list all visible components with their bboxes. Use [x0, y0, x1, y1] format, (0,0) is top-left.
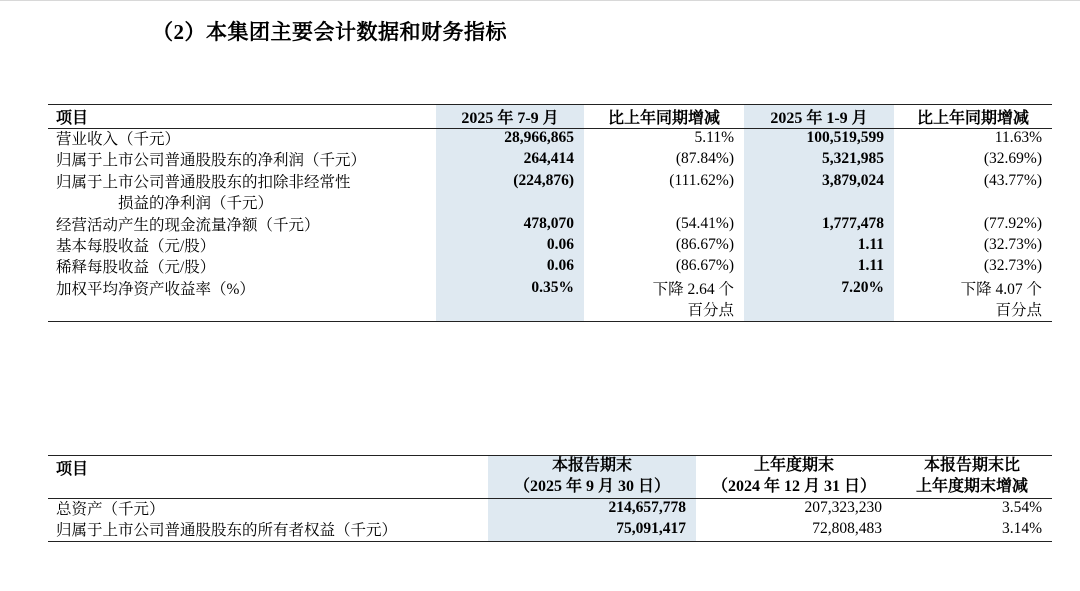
- row-ytd-value: 3,879,024: [744, 172, 894, 215]
- header-period-end: [488, 456, 696, 499]
- row-q3-yoy: (86.67%): [675, 235, 734, 253]
- row-ytd-yoy-line1: 下降 4.07 个: [960, 280, 1042, 298]
- header-q3-2025: 2025 年 7-9 月: [436, 105, 584, 129]
- row-label: 总资产（千元）: [56, 500, 165, 518]
- row-ytd-yoy: (32.73%): [983, 257, 1042, 275]
- table-row: [48, 520, 1052, 542]
- row-q3-value: 478,070: [436, 215, 584, 236]
- row-q3-yoy-line2: 百分点: [687, 302, 734, 319]
- row-ytd-yoy: [894, 279, 1052, 322]
- row-q3-yoy: [584, 279, 744, 322]
- header-period-end-line2: （2025 年 9 月 30 日）: [513, 477, 670, 495]
- balance-sheet-table: [48, 455, 1052, 542]
- table-row: [48, 215, 1052, 236]
- quarterly-financial-table: [48, 104, 1052, 322]
- row-q3-yoy: (111.62%): [669, 171, 734, 189]
- row-q3-value: 0.35%: [436, 279, 584, 322]
- row-ytd-yoy: (32.73%): [983, 235, 1042, 253]
- row-label-line1: 归属于上市公司普通股股东的扣除非经常性: [56, 173, 351, 191]
- header-ytd-yoy: 比上年同期增减: [894, 105, 1052, 129]
- header-change: [892, 456, 1052, 499]
- row-q3-yoy: (86.67%): [675, 257, 734, 275]
- table-row: [48, 236, 1052, 257]
- row-q3-yoy: 5.11%: [694, 129, 734, 146]
- row-ytd-value: 7.20%: [744, 279, 894, 322]
- table-row: [48, 279, 1052, 322]
- row-ytd-yoy-line2: 百分点: [995, 302, 1042, 319]
- row-label-line2: 损益的净利润（千元）: [118, 195, 274, 213]
- row-q3-value: 264,414: [436, 150, 584, 171]
- table-row: [48, 150, 1052, 171]
- row-ytd-value: 1.11: [744, 257, 894, 278]
- row-ytd-yoy: 11.63%: [994, 129, 1042, 146]
- table-header-row: [48, 105, 1052, 129]
- row-prior-year-end-value: 72,808,483: [696, 520, 892, 542]
- row-change-value: 3.54%: [1001, 498, 1042, 516]
- row-q3-value: 28,966,865: [436, 129, 584, 151]
- header-prior-year-end: [696, 456, 892, 499]
- row-label: 归属于上市公司普通股股东的净利润（千元）: [56, 152, 367, 170]
- row-label: 基本每股收益（元/股）: [56, 237, 216, 255]
- row-ytd-yoy: (77.92%): [983, 214, 1042, 232]
- header-period-end-line1: 本报告期末: [551, 457, 632, 474]
- row-label: [48, 172, 436, 215]
- row-label: 营业收入（千元）: [56, 131, 181, 148]
- header-q3-yoy: 比上年同期增减: [584, 105, 744, 129]
- row-label: 归属于上市公司普通股股东的所有者权益（千元）: [48, 520, 488, 542]
- row-ytd-value: 1.11: [744, 236, 894, 257]
- row-q3-yoy-line1: 下降 2.64 个: [652, 280, 734, 298]
- table-row: [48, 498, 1052, 520]
- row-label: 加权平均净资产收益率（%）: [48, 279, 436, 322]
- row-label: 稀释每股收益（元/股）: [56, 259, 216, 277]
- header-ytd-2025: 2025 年 1-9 月: [744, 105, 894, 129]
- header-change-line2: 上年度期末增减: [915, 477, 1028, 495]
- row-prior-year-end-value: 207,323,230: [804, 498, 882, 516]
- page-top-divider: [0, 0, 1080, 1]
- balance-sheet-table-wrapper: [48, 455, 1042, 542]
- row-period-end-value: 214,657,778: [488, 498, 696, 520]
- row-label: 经营活动产生的现金流量净额（千元）: [56, 216, 320, 234]
- row-change-value: 3.14%: [892, 520, 1052, 542]
- row-ytd-value: 5,321,985: [744, 150, 894, 171]
- header-prior-year-end-line2: （2024 年 12 月 31 日）: [711, 477, 876, 495]
- table-header-row: [48, 456, 1052, 499]
- row-q3-yoy: (54.41%): [675, 214, 734, 232]
- section-title: （2）本集团主要会计数据和财务指标: [152, 20, 507, 44]
- row-q3-value: 0.06: [436, 257, 584, 278]
- header-item: 项目: [48, 456, 488, 499]
- quarterly-financial-table-wrapper: [48, 104, 1042, 322]
- header-prior-year-end-line1: 上年度期末: [753, 457, 834, 474]
- row-q3-yoy: (87.84%): [675, 150, 734, 168]
- row-ytd-yoy: (43.77%): [983, 171, 1042, 189]
- table-row: [48, 172, 1052, 215]
- row-ytd-value: 1,777,478: [744, 215, 894, 236]
- row-q3-value: 0.06: [436, 236, 584, 257]
- row-ytd-value: 100,519,599: [744, 129, 894, 151]
- table-row: [48, 257, 1052, 278]
- header-item: 项目: [48, 105, 436, 129]
- row-q3-value: (224,876): [436, 172, 584, 215]
- header-change-line1: 本报告期末比: [923, 457, 1020, 474]
- row-ytd-yoy: (32.69%): [983, 150, 1042, 168]
- row-period-end-value: 75,091,417: [488, 520, 696, 542]
- table-row: [48, 129, 1052, 151]
